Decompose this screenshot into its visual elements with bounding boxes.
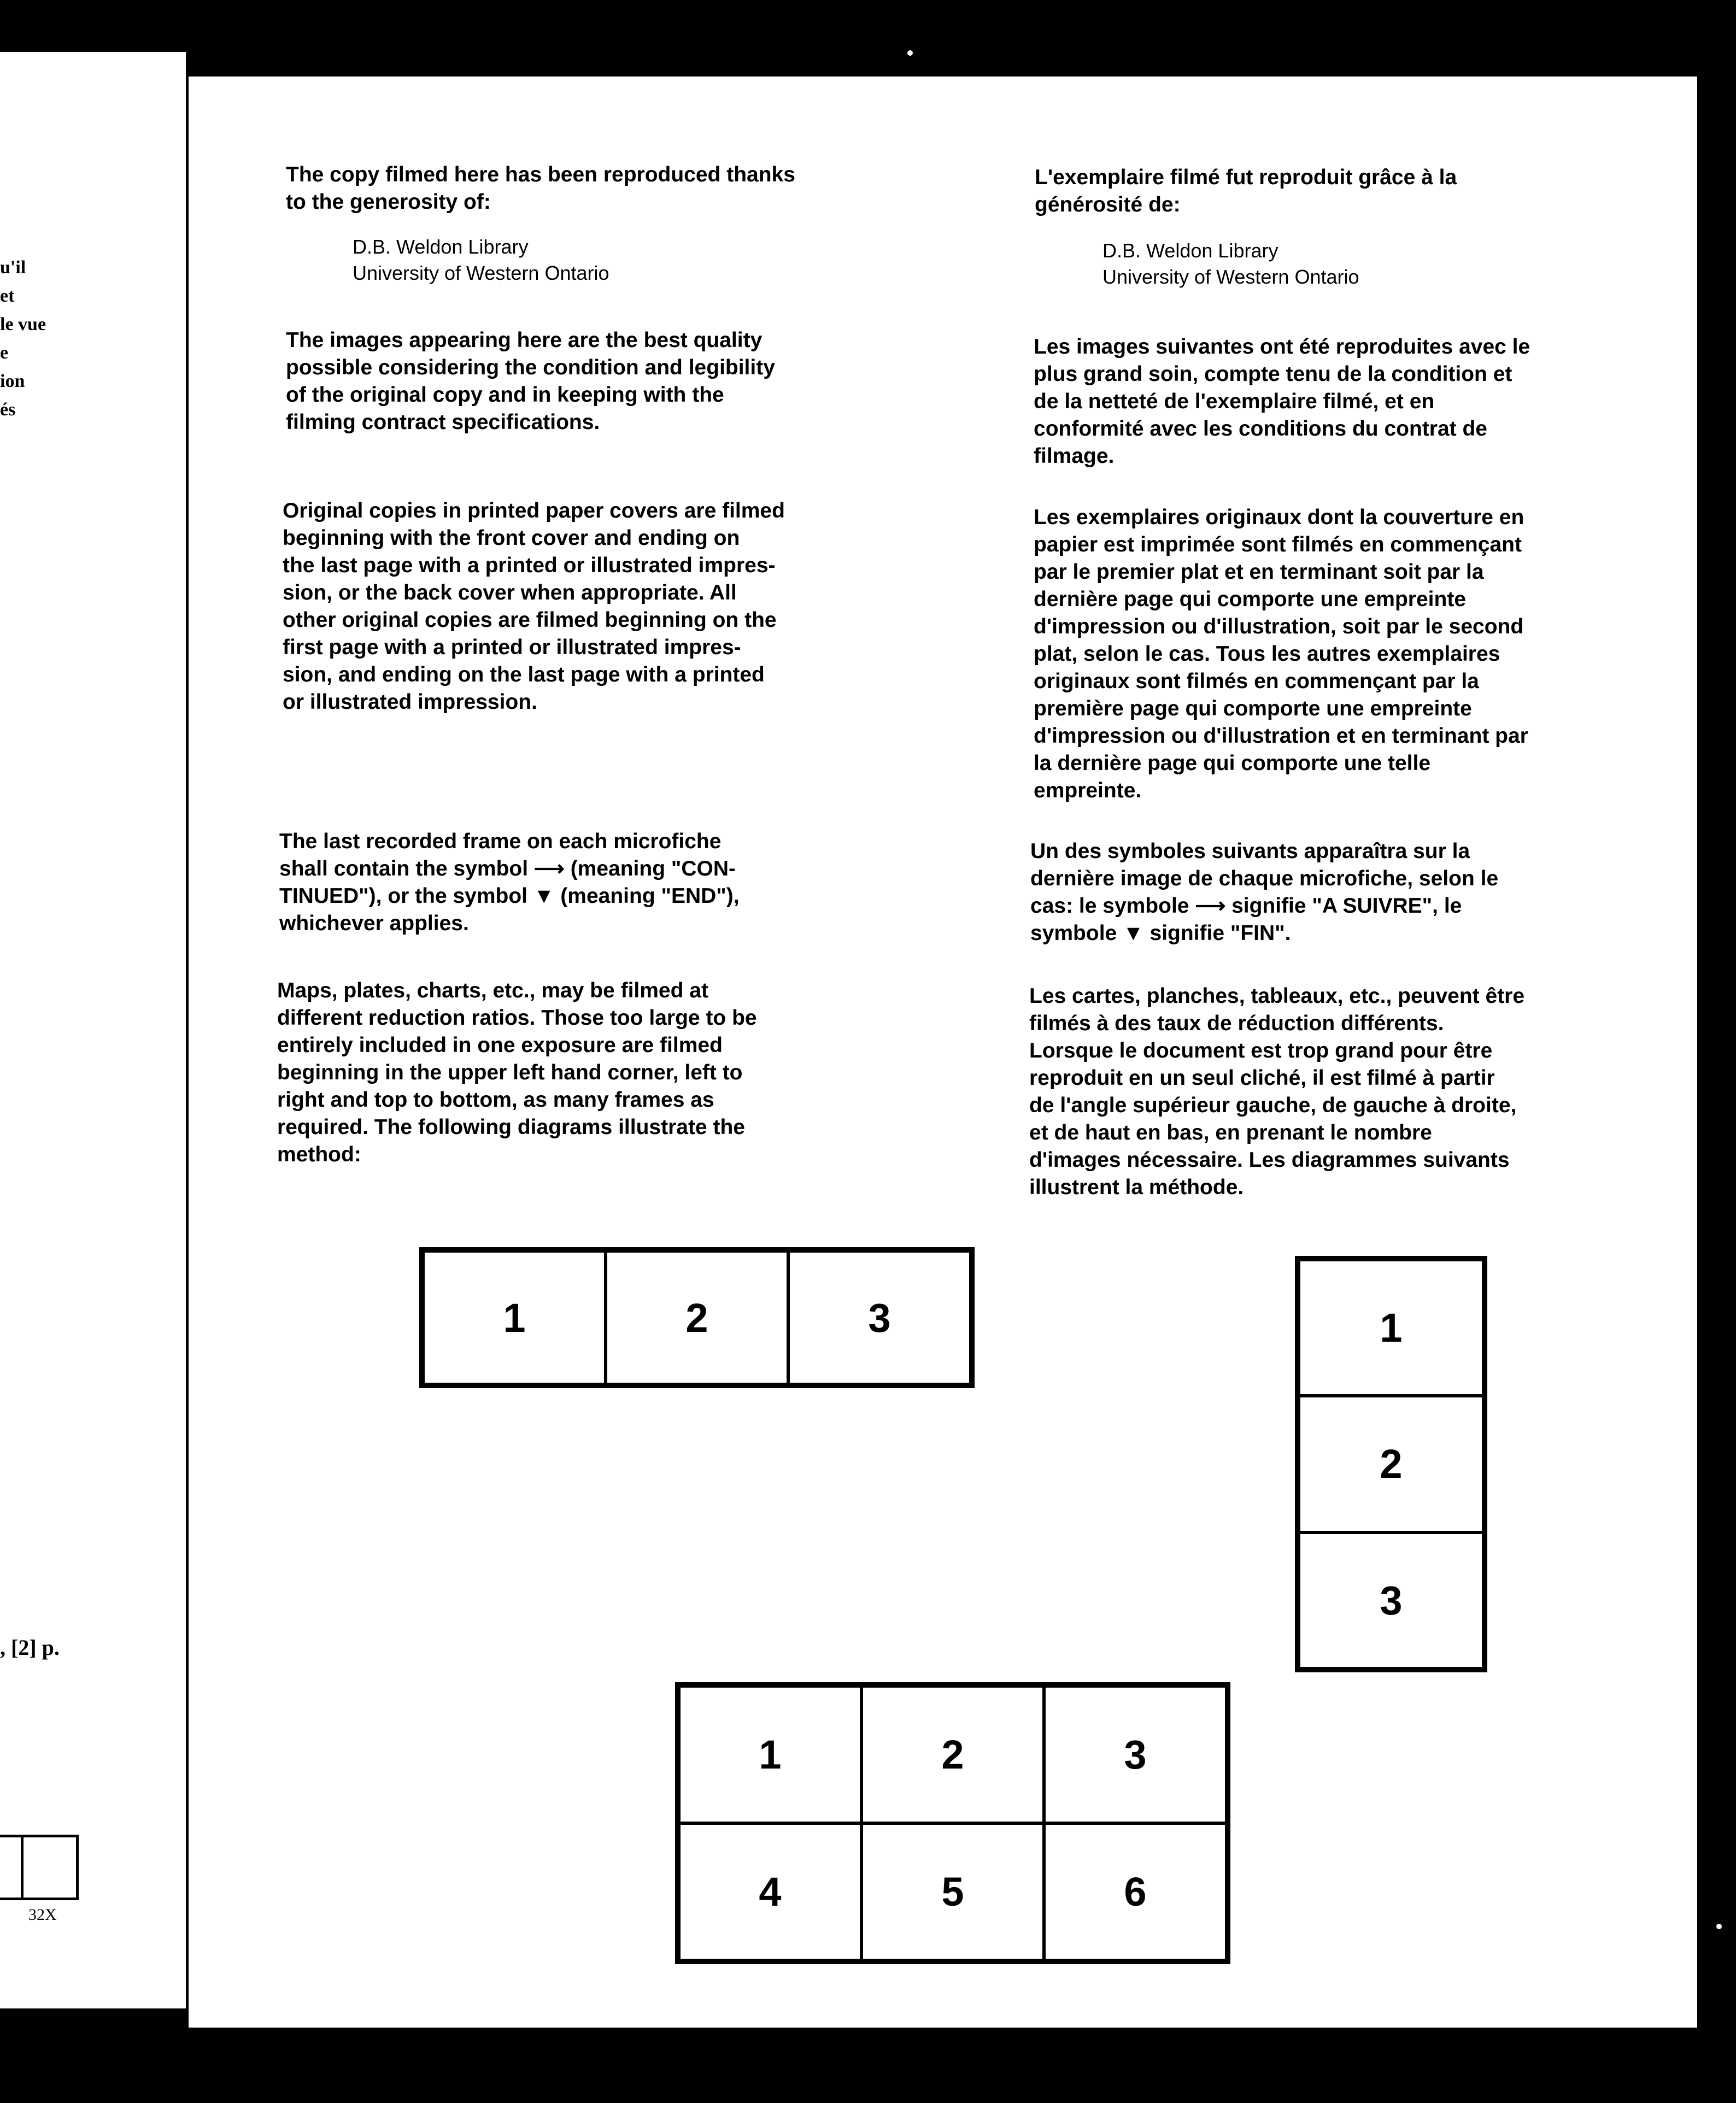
en-symbols-paragraph: The last recorded frame on each microfiche shall contain the symbol ⟶ (meaning "CON- TINUED"), or the symbol ▼ (meaning "END"), whichever applies.	[279, 830, 740, 935]
diagram-cell: 2	[1299, 1396, 1483, 1532]
diagram-cell: 3	[1044, 1686, 1227, 1823]
en-originals-paragraph: Original copies in printed paper covers are filmed beginning with the front cover and ending on the last page with a printed or illustrated impres- sion, or the back cover when appropriate. All other original copies are filmed beginning on the first page with a printed or illustrated impres- sion, and ending on the last page with a printed or illustrated impression.	[283, 499, 785, 714]
fragment-line: ion	[0, 371, 25, 391]
en-library-institution: University of Western Ontario	[353, 262, 609, 284]
scale-mark: 32X	[28, 1906, 57, 1924]
diagram-cell: 4	[679, 1823, 861, 1960]
diagram-cell: 1	[1299, 1260, 1483, 1396]
en-credit-intro: The copy filmed here has been reproduced thanks to the generosity of:	[286, 163, 795, 214]
fr-quality-paragraph: Les images suivantes ont été reproduites avec le plus grand soin, compte tenu de la condition et de la netteté de l'exemplaire filmé, et en conformité avec les conditions du contrat de filmage.	[1034, 335, 1530, 468]
diagram-cell: 2	[861, 1686, 1044, 1823]
en-maps-paragraph: Maps, plates, charts, etc., may be filmed at different reduction ratios. Those too large to be entirely included in one exposure are filmed beginning in the upper left hand corner, left to right and top to bottom, as many frames as required. The following diagrams illustrate the method:	[277, 979, 757, 1166]
scan-speck	[1716, 1924, 1722, 1929]
resolution-boxes	[0, 1835, 79, 1900]
en-quality-paragraph: The images appearing here are the best quality possible considering the condition and legibility of the original copy and in keeping with the filming contract specifications.	[286, 328, 775, 434]
fr-library-name: D.B. Weldon Library	[1102, 239, 1278, 262]
fragment-line: és	[0, 400, 16, 420]
diagram-cell: 1	[423, 1251, 606, 1384]
fragment-line: le vue	[0, 314, 46, 334]
diagram-cell: 2	[606, 1251, 788, 1384]
en-library-block	[353, 234, 609, 286]
diagram-grid	[675, 1682, 1230, 1964]
left-page-fragment	[0, 52, 186, 2008]
diagram-cell: 6	[1044, 1823, 1227, 1960]
fr-credit-intro: L'exemplaire filmé fut reproduit grâce à la générosité de:	[1035, 166, 1457, 216]
scan-speck	[907, 50, 913, 56]
en-library-name: D.B. Weldon Library	[353, 236, 529, 258]
page-reference: , [2] p.	[0, 1635, 60, 1660]
fr-library-institution: University of Western Ontario	[1102, 266, 1359, 288]
diagram-horizontal	[419, 1247, 975, 1388]
diagram-cell: 1	[679, 1686, 861, 1823]
fr-symbols-paragraph: Un des symboles suivants apparaîtra sur la dernière image de chaque microfiche, selon le cas: le symbole ⟶ signifie "A SUIVRE", le symbole ▼ signifie "FIN".	[1030, 839, 1499, 945]
fragment-line: u'il	[0, 257, 26, 278]
main-page	[189, 77, 1697, 2028]
fr-library-block	[1102, 238, 1359, 290]
diagram-vertical	[1295, 1256, 1487, 1672]
fragment-line: et	[0, 286, 15, 306]
diagram-cell: 3	[788, 1251, 971, 1384]
fragment-line: e	[0, 343, 9, 363]
diagram-cell: 5	[861, 1823, 1044, 1960]
fr-originals-paragraph: Les exemplaires originaux dont la couverture en papier est imprimée sont filmés en commençant par le premier plat et en terminant soit par la dernière page qui comporte une empreinte d'impression ou d'illustration, soit par le second plat, selon le cas. Tous les autres exemplaires originaux sont filmés en commençant par la première page qui comporte une empreinte d'impression ou d'illustration et en terminant par la dernière page qui comporte une telle empreinte.	[1034, 506, 1528, 802]
diagram-cell: 3	[1299, 1532, 1483, 1669]
fr-maps-paragraph: Les cartes, planches, tableaux, etc., peuvent être filmés à des taux de réduction différents. Lorsque le document est trop grand pour être reproduit en un seul cliché, il est filmé à partir de l'angle supérieur gauche, de gauche à droite, et de haut en bas, en prenant le nombre d'images nécessaire. Les diagrammes suivants illustrent la méthode.	[1029, 984, 1525, 1199]
